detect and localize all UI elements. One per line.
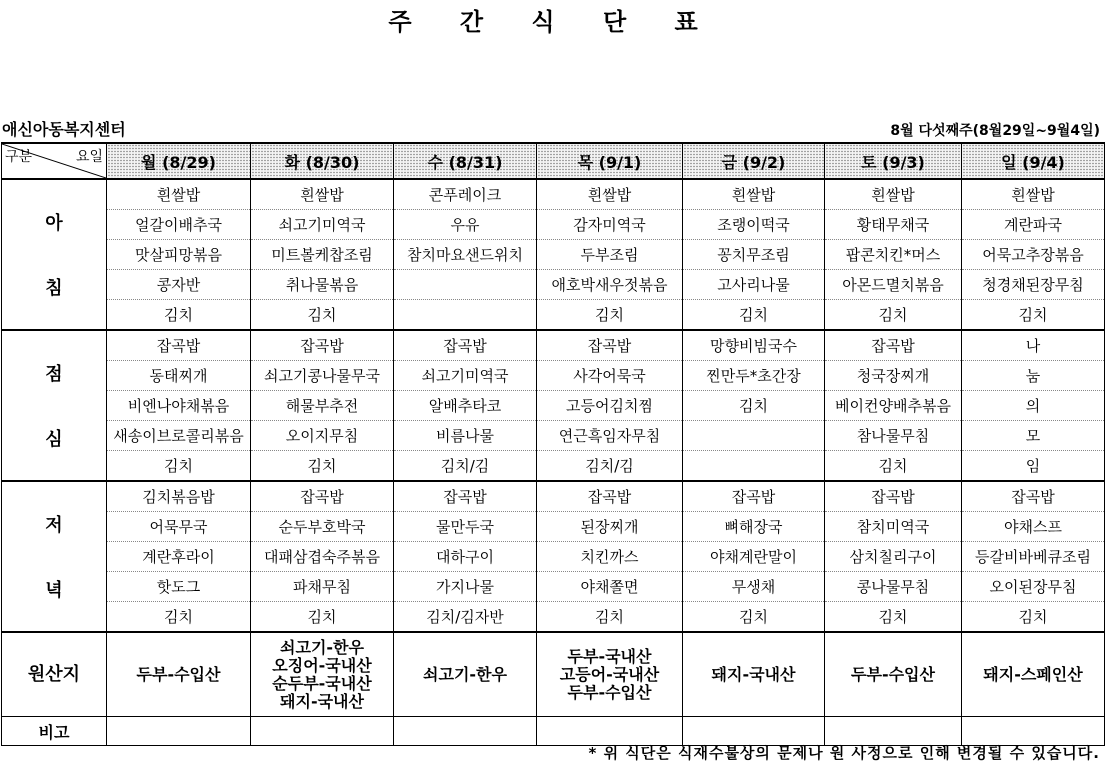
- menu-item: 김치: [962, 602, 1105, 633]
- menu-item: 동태찌개: [107, 361, 251, 391]
- menu-item: 야채계란말이: [683, 542, 825, 572]
- menu-item: 김치: [683, 602, 825, 633]
- origin-line: 두부-수입산: [851, 664, 935, 684]
- menu-item: 무생채: [683, 572, 825, 602]
- menu-item: 흰쌀밥: [107, 179, 251, 210]
- menu-item: 청경채된장무침: [962, 270, 1105, 300]
- menu-item: 비엔나야채볶음: [107, 391, 251, 421]
- lunch-row: [2, 421, 1105, 451]
- origin-line: 쇠고기-한우: [280, 637, 364, 657]
- day-header: 수 (8/31): [394, 143, 537, 179]
- menu-item: 오이된장무침: [962, 572, 1105, 602]
- menu-item: 고사리나물: [683, 270, 825, 300]
- origin-line: 쇠고기-한우: [423, 664, 507, 684]
- origin-line: 두부-국내산: [567, 646, 652, 666]
- menu-item: 쇠고기미역국: [251, 210, 394, 240]
- day-header: 일 (9/4): [962, 143, 1105, 179]
- dinner-row: [2, 512, 1105, 542]
- menu-item: 야채스프: [962, 512, 1105, 542]
- origin-row: [2, 632, 1105, 717]
- menu-item: 김치: [251, 602, 394, 633]
- menu-item: 흰쌀밥: [537, 179, 683, 210]
- menu-item: 황태무채국: [825, 210, 962, 240]
- origin-cell: [537, 632, 683, 717]
- lunch-label-top: 점: [45, 364, 63, 385]
- note-cell: [394, 717, 537, 746]
- center-name: 애신아동복지센터: [2, 120, 126, 139]
- origin-cell: [394, 632, 537, 717]
- menu-item: 쇠고기미역국: [394, 361, 537, 391]
- menu-item: 청국장찌개: [825, 361, 962, 391]
- menu-item: [394, 300, 537, 331]
- menu-item: 의: [962, 391, 1105, 421]
- menu-item: 흰쌀밥: [825, 179, 962, 210]
- menu-item: 잡곡밥: [107, 330, 251, 361]
- menu-item: 가지나물: [394, 572, 537, 602]
- menu-item: 계란파국: [962, 210, 1105, 240]
- header-row: [2, 143, 1105, 179]
- origin-line: 돼지-국내산: [711, 664, 796, 684]
- menu-item: 참치마요샌드위치: [394, 240, 537, 270]
- menu-item: 새송이브로콜리볶음: [107, 421, 251, 451]
- menu-item: 잡곡밥: [537, 330, 683, 361]
- menu-item: 조랭이떡국: [683, 210, 825, 240]
- menu-item: 김치: [537, 602, 683, 633]
- menu-item: 김치: [825, 451, 962, 482]
- corner-header: [2, 143, 107, 179]
- menu-item: 흰쌀밥: [251, 179, 394, 210]
- menu-item: 김치: [537, 300, 683, 331]
- breakfast-row: [2, 300, 1105, 331]
- menu-item: 잡곡밥: [251, 330, 394, 361]
- day-header: 화 (8/30): [251, 143, 394, 179]
- menu-item: 어묵고추장볶음: [962, 240, 1105, 270]
- menu-item: 콩나물무침: [825, 572, 962, 602]
- day-header: 토 (9/3): [825, 143, 962, 179]
- menu-item: 해물부추전: [251, 391, 394, 421]
- menu-item: 임: [962, 451, 1105, 482]
- lunch-label-bottom: 심: [45, 429, 63, 450]
- menu-item: 등갈비바베큐조림: [962, 542, 1105, 572]
- week-label: 8월 다섯째주(8월29일~9월4일): [890, 123, 1100, 139]
- dinner-row: [2, 542, 1105, 572]
- menu-item: 치킨까스: [537, 542, 683, 572]
- menu-item: 김치: [825, 300, 962, 331]
- breakfast-row: [2, 270, 1105, 300]
- menu-item: 연근흑임자무침: [537, 421, 683, 451]
- origin-label: 원산지: [2, 632, 107, 717]
- menu-item: 김치: [107, 602, 251, 633]
- menu-item: 삼치칠리구이: [825, 542, 962, 572]
- note-cell: [107, 717, 251, 746]
- breakfast-row: [2, 179, 1105, 210]
- menu-item: 김치: [962, 300, 1105, 331]
- note-cell: [251, 717, 394, 746]
- menu-item: 물만두국: [394, 512, 537, 542]
- breakfast-label: [2, 179, 107, 330]
- menu-item: 잡곡밥: [537, 481, 683, 512]
- menu-item: 김치: [683, 300, 825, 331]
- origin-line: 오징어-국내산: [272, 655, 372, 675]
- dinner-label-top: 저: [45, 515, 63, 536]
- menu-item: 쇠고기콩나물무국: [251, 361, 394, 391]
- day-header: 목 (9/1): [537, 143, 683, 179]
- note-label: 비고: [2, 717, 107, 746]
- lunch-label: [2, 330, 107, 481]
- menu-item: 감자미역국: [537, 210, 683, 240]
- menu-item: 계란후라이: [107, 542, 251, 572]
- origin-cell: [683, 632, 825, 717]
- menu-item: 두부조림: [537, 240, 683, 270]
- breakfast-row: [2, 240, 1105, 270]
- menu-item: 찐만두*초간장: [683, 361, 825, 391]
- menu-item: 나: [962, 330, 1105, 361]
- origin-line: 두부-수입산: [567, 682, 652, 702]
- menu-item: 김치: [251, 451, 394, 482]
- menu-item: 잡곡밥: [962, 481, 1105, 512]
- lunch-row: [2, 330, 1105, 361]
- menu-item: 맛살피망볶음: [107, 240, 251, 270]
- menu-item: 된장찌개: [537, 512, 683, 542]
- menu-item: 잡곡밥: [394, 330, 537, 361]
- origin-cell: [962, 632, 1105, 717]
- menu-item: [683, 421, 825, 451]
- menu-item: [683, 451, 825, 482]
- menu-item: 아몬드멸치볶음: [825, 270, 962, 300]
- origin-cell: [107, 632, 251, 717]
- breakfast-label-top: 아: [45, 213, 63, 234]
- menu-item: 비름나물: [394, 421, 537, 451]
- menu-item: 우유: [394, 210, 537, 240]
- breakfast-label-bottom: 침: [45, 278, 63, 299]
- menu-item: 눔: [962, 361, 1105, 391]
- menu-item: 참치미역국: [825, 512, 962, 542]
- origin-cell: [825, 632, 962, 717]
- menu-item: 잡곡밥: [825, 481, 962, 512]
- menu-item: 김치: [107, 300, 251, 331]
- menu-item: 김치볶음밥: [107, 481, 251, 512]
- menu-item: 취나물볶음: [251, 270, 394, 300]
- day-header: 금 (9/2): [683, 143, 825, 179]
- menu-item: 모: [962, 421, 1105, 451]
- corner-label-day: 요일: [75, 149, 103, 165]
- menu-item: 잡곡밥: [394, 481, 537, 512]
- dinner-row: [2, 481, 1105, 512]
- menu-item: 오이지무침: [251, 421, 394, 451]
- menu-item: 야채쫄면: [537, 572, 683, 602]
- menu-item: 미트볼케찹조림: [251, 240, 394, 270]
- lunch-row: [2, 451, 1105, 482]
- menu-item: 고등어김치찜: [537, 391, 683, 421]
- menu-item: 김치: [251, 300, 394, 331]
- menu-item: [394, 270, 537, 300]
- day-header: 월 (8/29): [107, 143, 251, 179]
- menu-item: 어묵무국: [107, 512, 251, 542]
- dinner-label: [2, 481, 107, 632]
- menu-item: 애호박새우젓볶음: [537, 270, 683, 300]
- origin-cell: [251, 632, 394, 717]
- menu-item: 흰쌀밥: [683, 179, 825, 210]
- menu-table: [1, 142, 1105, 746]
- menu-item: 김치/김: [394, 451, 537, 482]
- menu-item: 김치: [825, 602, 962, 633]
- menu-item: 꽁치무조림: [683, 240, 825, 270]
- menu-item: 사각어묵국: [537, 361, 683, 391]
- corner-label-category: 구분: [5, 149, 33, 165]
- menu-item: 베이컨양배추볶음: [825, 391, 962, 421]
- menu-item: 팝콘치킨*머스: [825, 240, 962, 270]
- origin-line: 고등어-국내산: [559, 664, 660, 684]
- menu-item: 참나물무침: [825, 421, 962, 451]
- breakfast-row: [2, 210, 1105, 240]
- menu-item: 김치/김: [537, 451, 683, 482]
- menu-item: 파채무침: [251, 572, 394, 602]
- menu-item: 김치: [683, 391, 825, 421]
- menu-item: 대패삼겹숙주볶음: [251, 542, 394, 572]
- lunch-row: [2, 361, 1105, 391]
- menu-item: 뼈해장국: [683, 512, 825, 542]
- menu-item: 알배추타코: [394, 391, 537, 421]
- dinner-row: [2, 572, 1105, 602]
- dinner-row: [2, 602, 1105, 633]
- menu-item: 김치/김자반: [394, 602, 537, 633]
- footnote: * 위 식단은 식재수불상의 문제나 원 사정으로 인해 변경될 수 있습니다.: [588, 744, 1100, 762]
- menu-item: 잡곡밥: [251, 481, 394, 512]
- dinner-label-bottom: 녁: [45, 580, 63, 601]
- menu-item: 김치: [107, 451, 251, 482]
- origin-line: 돼지-스페인산: [983, 664, 1083, 684]
- menu-item: 망향비빔국수: [683, 330, 825, 361]
- menu-item: 잡곡밥: [825, 330, 962, 361]
- origin-line: 두부-수입산: [136, 664, 221, 684]
- menu-item: 대하구이: [394, 542, 537, 572]
- menu-item: 콩자반: [107, 270, 251, 300]
- menu-item: 흰쌀밥: [962, 179, 1105, 210]
- menu-item: 콘푸레이크: [394, 179, 537, 210]
- origin-line: 돼지-국내산: [280, 691, 364, 711]
- menu-item: 잡곡밥: [683, 481, 825, 512]
- page-title: 주 간 식 단 표: [388, 8, 718, 36]
- menu-item: 순두부호박국: [251, 512, 394, 542]
- menu-item: 핫도그: [107, 572, 251, 602]
- menu-item: 얼갈이배추국: [107, 210, 251, 240]
- lunch-row: [2, 391, 1105, 421]
- origin-line: 순두부-국내산: [272, 673, 372, 693]
